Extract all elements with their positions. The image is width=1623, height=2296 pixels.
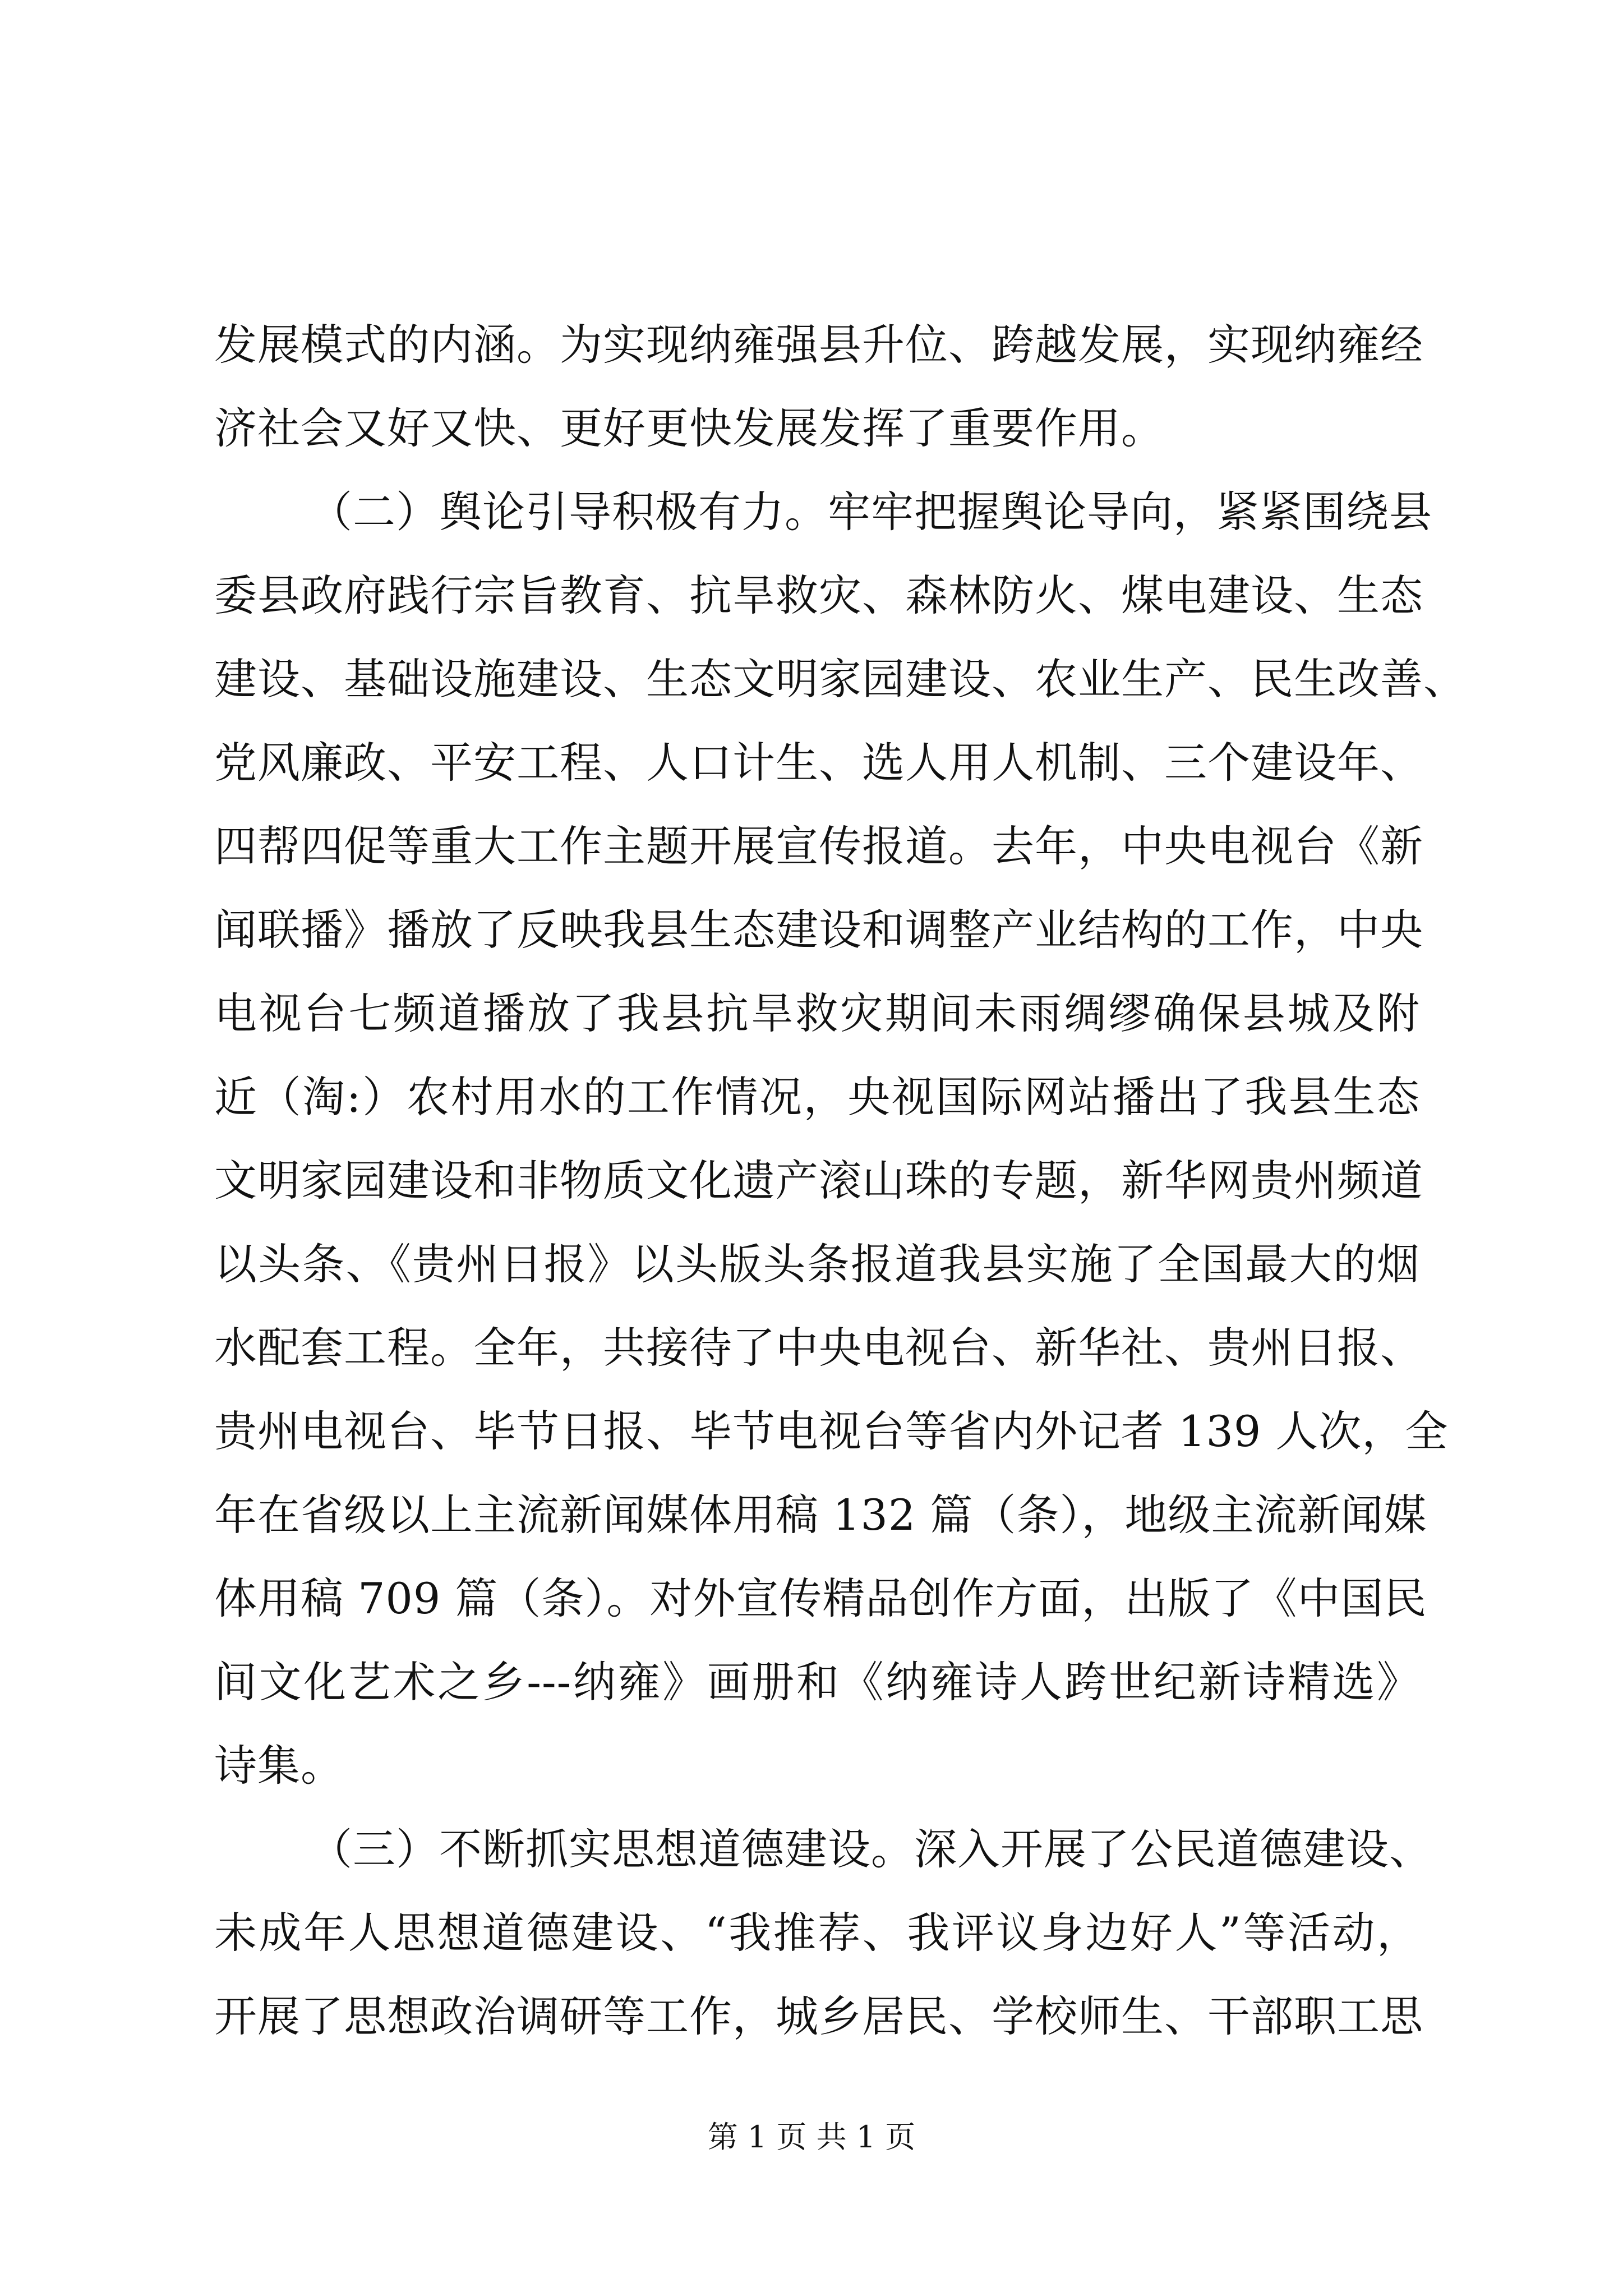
paragraph-2-line-7: 电视台七频道播放了我县抗旱救灾期间未雨绸缪确保县城及附 xyxy=(214,988,1420,1038)
paragraph-2-line-10: 以头条、《贵州日报》以头版头条报道我县实施了全国最大的烟 xyxy=(214,1239,1420,1289)
paragraph-2-line-2: 委县政府践行宗旨教育、抗旱救灾、森林防火、煤电建设、生态 xyxy=(214,570,1423,620)
paragraph-3-line-3: 开展了思想政治调研等工作，城乡居民、学校师生、干部职工思 xyxy=(214,1991,1423,2041)
paragraph-2-line-5: 四帮四促等重大工作主题开展宣传报道。去年，中央电视台《新 xyxy=(214,821,1423,871)
paragraph-2-line-1: （二）舆论引导积极有力。牢牢把握舆论导向，紧紧围绕县 xyxy=(310,487,1432,537)
paragraph-2-line-14: 体用稿 709 篇（条）。对外宣传精品创作方面，出版了《中国民 xyxy=(214,1573,1427,1623)
paragraph-2-line-13: 年在省级以上主流新闻媒体用稿 132 篇（条），地级主流新闻媒 xyxy=(214,1490,1427,1540)
paragraph-1-line-1: 发展模式的内涵。为实现纳雍强县升位、跨越发展，实现纳雍经 xyxy=(214,320,1423,370)
paragraph-3-line-2: 未成年人思想道德建设、“我推荐、我评议身边好人”等活动， xyxy=(214,1908,1420,1958)
paragraph-2-line-12: 贵州电视台、毕节日报、毕节电视台等省内外记者 139 人次，全 xyxy=(214,1406,1449,1456)
paragraph-2-line-6: 闻联播》播放了反映我县生态建设和调整产业结构的工作，中央 xyxy=(214,905,1423,955)
paragraph-2-line-15: 间文化艺术之乡---纳雍》画册和《纳雍诗人跨世纪新诗精选》 xyxy=(214,1657,1420,1707)
paragraph-3-line-1: （三）不断抓实思想道德建设。深入开展了公民道德建设、 xyxy=(310,1824,1432,1874)
paragraph-2-line-3: 建设、基础设施建设、生态文明家园建设、农业生产、民生改善、 xyxy=(214,654,1467,704)
paragraph-2-line-8: 近（淘:）农村用水的工作情况，央视国际网站播出了我县生态 xyxy=(214,1072,1420,1122)
paragraph-1-line-2: 济社会又好又快、更好更快发展发挥了重要作用。 xyxy=(214,403,1164,453)
paragraph-2-line-4: 党风廉政、平安工程、人口计生、选人用人机制、三个建设年、 xyxy=(214,738,1423,788)
paragraph-2-line-9: 文明家园建设和非物质文化遗产滚山珠的专题，新华网贵州频道 xyxy=(214,1156,1423,1205)
page-footer: 第 1 页 共 1 页 xyxy=(707,2119,916,2155)
paragraph-2-line-16: 诗集。 xyxy=(214,1741,344,1791)
paragraph-2-line-11: 水配套工程。全年，共接待了中央电视台、新华社、贵州日报、 xyxy=(214,1323,1423,1373)
